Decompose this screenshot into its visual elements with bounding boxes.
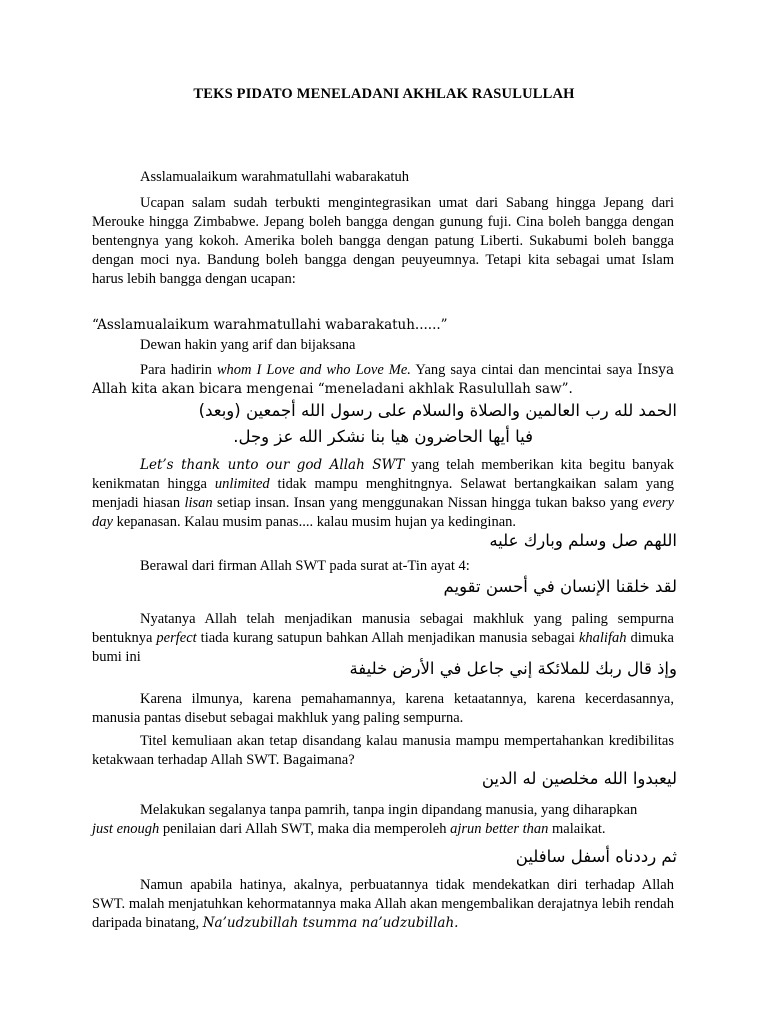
arabic-shalawat: اللهم صل وسلم وبارك عليه	[489, 531, 677, 550]
text: yang telah memberikan kita begitu banyak kenikmatan hingga	[92, 457, 674, 492]
text: Insya Allah kita akan bicara mengenai “meneladani akhlak Rasulullah saw”.	[92, 362, 674, 397]
arabic-invitation: فيا أيها الحاضرون هيا بنا نشكر الله عز وجل.	[233, 427, 533, 446]
text: tiada kurang satupun bahkan Allah menjadikan manusia sebagai	[196, 630, 579, 646]
paragraph-ilmu: Karena ilmunya, karena pemahamannya, karena ketaatannya, karena kecerdasannya, manusia pantas disebut sebagai makhluk yang paling sempurna.	[92, 691, 674, 726]
text: tidak mampu menghitngnya. Selawat bertangkaikan salam yang menjadi hiasan	[92, 476, 674, 511]
text: malaikat.	[548, 821, 606, 837]
text: Para hadirin	[140, 362, 217, 378]
paragraph-audience	[92, 361, 674, 399]
text: dimuka bumi ini	[92, 630, 674, 665]
text-italic: whom I Love and who Love Me.	[216, 362, 411, 378]
arabic-hamdalah: الحمد لله رب العالمين والصلاة والسلام على رسول الله أجمعين (وبعد)	[198, 401, 677, 420]
text-italic: Let’s thank unto our god Allah SWT	[140, 457, 405, 473]
paragraph-address: Dewan hakin yang arif dan bijaksana	[140, 337, 356, 353]
text: Namun apabila hatinya, akalnya, perbuatannya tidak mendekatkan diri terhadap Allah SWT. malah menjatuhkan kehormatannya maka Allah akan mengembalikan derajatnya lebih rendah daripada binatang,	[92, 877, 674, 931]
document-title: TEKS PIDATO MENELADANI AKHLAK RASULULLAH	[193, 86, 575, 102]
text: setiap insan. Insan yang menggunakan Nissan hingga tukan bakso yang	[212, 495, 643, 511]
paragraph-titel: Titel kemuliaan akan tetap disandang kalau manusia mampu mempertahankan kredibilitas ketakwaan terhadap Allah SWT. Bagaimana?	[92, 733, 674, 768]
text-italic: just enough	[92, 821, 160, 837]
paragraph-closing	[92, 876, 674, 933]
text-italic: unlimited	[214, 476, 270, 492]
text: Yang saya cintai dan mencintai saya	[410, 362, 638, 378]
greeting: Asslamualaikum warahmatullahi wabarakatuh	[140, 169, 409, 185]
arabic-at-tin: لقد خلقنا الإنسان في أحسن تقويم	[443, 577, 677, 596]
paragraph-pamrih	[92, 801, 674, 839]
text: kepanasan. Kalau musim panas.... kalau musim hujan ya kedinginan.	[112, 514, 517, 530]
text: Melakukan segalanya tanpa pamrih, tanpa ingin dipandang manusia, yang diharapkan	[140, 802, 638, 818]
text-italic: perfect	[156, 630, 197, 646]
text: penilaian dari Allah SWT, maka dia memperoleh	[159, 821, 451, 837]
paragraph-firman: Berawal dari firman Allah SWT pada surat at-Tin ayat 4:	[140, 558, 470, 574]
text: Nyatanya Allah telah menjadikan manusia sebagai makhluk yang paling sempurna bentuknya	[92, 611, 674, 646]
paragraph-opening: Ucapan salam sudah terbukti mengintegrasikan umat dari Sabang hingga Jepang dari Merouke hingga Zimbabwe. Jepang boleh bangga dengan gunung fuji. Cina boleh bangga dengan bentengnya yang kokoh. Amerika boleh bangga dengan patung Liberti. Sukabumi boleh bangga dengan moci nya. Bandung boleh bangga dengan peuyeumnya. Tetapi kita sebagai umat Islam harus lebih bangga dengan ucapan:	[92, 195, 674, 287]
text-italic: lisan	[184, 495, 213, 511]
paragraph-thanks	[92, 456, 674, 532]
text-italic: better than	[485, 821, 549, 837]
quote-greeting: “Asslamualaikum warahmatullahi wabarakatuh......”	[92, 317, 448, 333]
text-italic: ajrun	[450, 821, 482, 837]
arabic-asfal: ثم رددناه أسفل سافلين	[515, 847, 677, 866]
text-italic: every day	[92, 495, 674, 530]
arabic-khalifah: وإذ قال ربك للملائكة إني جاعل في الأرض خليفة	[349, 659, 677, 678]
text-italic: khalifah	[578, 630, 627, 646]
arabic-ikhlas: ليعبدوا الله مخلصين له الدين	[481, 769, 677, 788]
text-italic: Na’udzubillah tsumma na’udzubillah.	[202, 915, 459, 931]
